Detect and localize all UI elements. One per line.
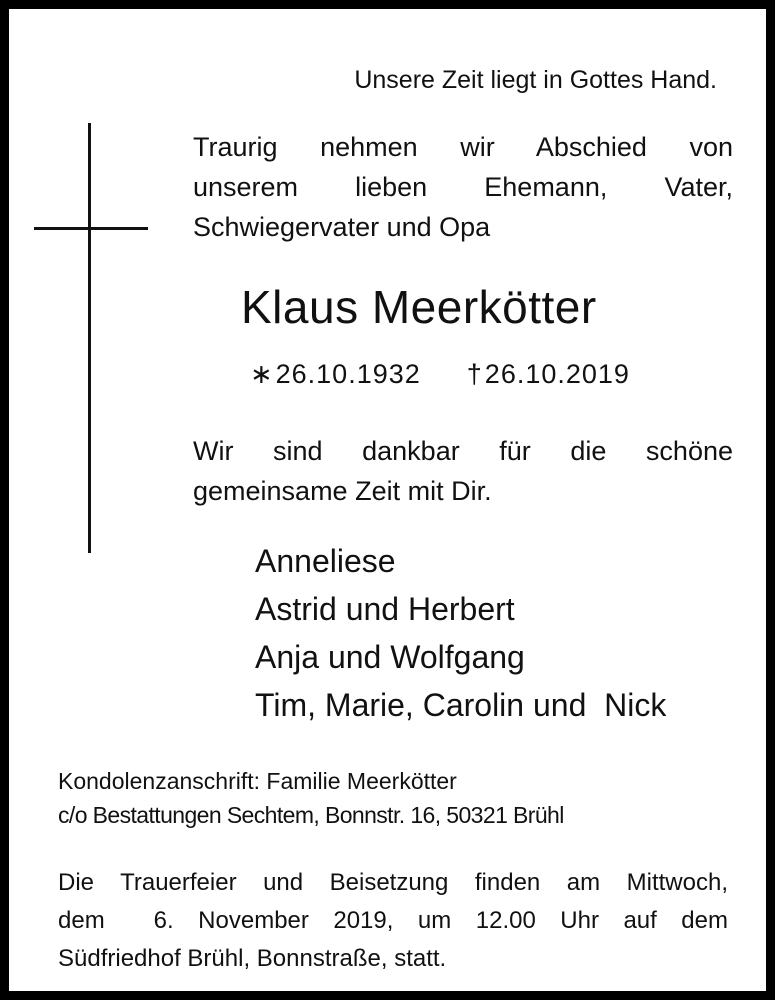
mourner: Tim, Marie, Carolin und Nick	[255, 687, 667, 723]
intro-line: Schwiegervater und Opa	[193, 212, 491, 242]
mourners-list	[255, 537, 666, 729]
cross-vertical-bar	[88, 123, 91, 553]
thanks-text	[193, 431, 733, 511]
condolence-line: Kondolenzanschrift: Familie Meerkötter	[58, 768, 457, 794]
mourner: Anja und Wolfgang	[255, 639, 525, 675]
condolence-address	[58, 764, 564, 832]
life-dates	[250, 359, 630, 390]
thanks-line: Wir sind dankbar für die schöne	[193, 436, 733, 466]
motto: Unsere Zeit liegt in Gottes Hand.	[354, 66, 717, 94]
funeral-info	[58, 864, 728, 978]
death-date: 26.10.2019	[484, 359, 630, 389]
funeral-line: Südfriedhof Brühl, Bonnstraße, statt.	[58, 945, 447, 972]
birth-date: 26.10.1932	[275, 359, 421, 389]
condolence-line: c/o Bestattungen Sechtem, Bonnstr. 16, 50321 Brühl	[58, 802, 564, 828]
cross-horizontal-bar	[34, 227, 148, 230]
intro-line: Traurig nehmen wir Abschied von	[193, 132, 733, 162]
deceased-name: Klaus Meerkötter	[241, 281, 597, 333]
intro-text	[193, 127, 733, 247]
funeral-line: Die Trauerfeier und Beisetzung finden am Mittwoch,	[58, 869, 728, 896]
thanks-line: gemeinsame Zeit mit Dir.	[193, 476, 492, 506]
birth-star-icon: ∗	[250, 359, 274, 389]
funeral-line: dem 6. November 2019, um 12.00 Uhr auf dem	[58, 907, 728, 934]
intro-line: unserem lieben Ehemann, Vater,	[193, 172, 733, 202]
mourner: Astrid und Herbert	[255, 591, 515, 627]
mourner: Anneliese	[255, 543, 396, 579]
death-dagger-icon: †	[466, 359, 483, 389]
